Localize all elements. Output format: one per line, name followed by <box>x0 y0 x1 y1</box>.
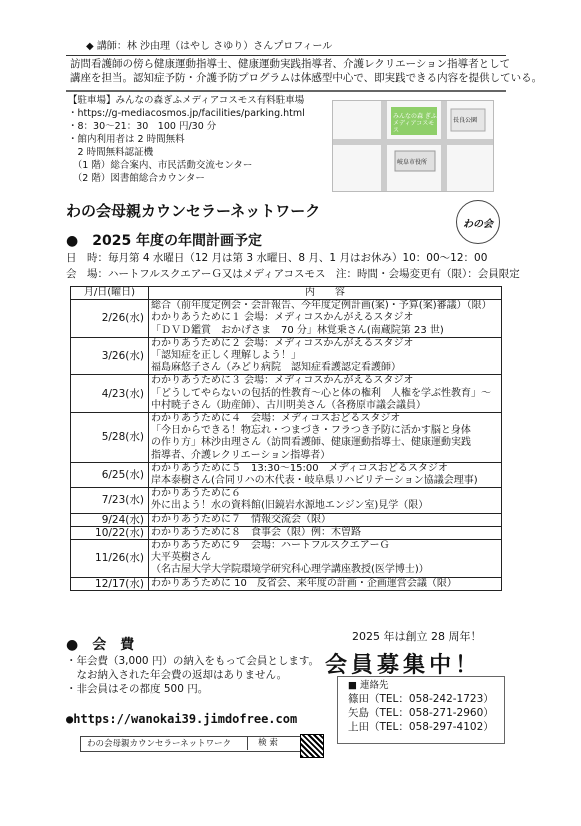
row-date: 10/22(水) <box>71 526 149 539</box>
table-row <box>71 526 502 539</box>
table-header-row <box>71 287 502 300</box>
row-content-line: 岸本泰樹さん(合同リハの木代表・岐阜県リハビリテーション協議会理事) <box>151 475 478 487</box>
logo <box>456 200 500 244</box>
banner-char: 会 <box>325 653 348 678</box>
row-content <box>149 540 502 578</box>
plan-venue: 会 場：ハートフルスクエアーＧ又はメディアコスモス 注：時間・会場変更有（限）：会員限定 <box>66 268 520 280</box>
row-date: 7/23(水) <box>71 488 149 513</box>
banner-char: 員 <box>351 653 374 678</box>
parking-line: 【駐車場】みんなの森ぎふメディアコスモス有料駐車場 <box>68 95 305 106</box>
contact-name: 矢島 <box>348 707 369 719</box>
org-title: わの会母親カウンセラーネットワーク <box>66 202 321 220</box>
row-date: 3/26(水) <box>71 337 149 375</box>
contact-tel: （TEL：058-297-4102） <box>369 721 494 733</box>
row-content-line: わかりあうために９ 会場：ハートフルスクエアーＧ <box>151 540 390 552</box>
row-content <box>149 577 502 590</box>
map-label-mediacosmos: みんなの森 ぎふメディアコスモス <box>393 113 437 134</box>
row-content-line: 中村暁子さん（助産師）、古川明美さん（各務原市議会議員） <box>151 399 426 411</box>
row-content-line: 「今日からできる！物忘れ・つまづき・フラつき予防に活かす脳と身体 <box>151 425 471 437</box>
row-content-line: の作り方」林沙由理さん（訪問看護師、健康運動指導士、健康運動実践 <box>151 437 471 449</box>
plan-title: ● 2025 年度の年間計画予定 <box>66 233 263 249</box>
banner-char: 中 <box>429 653 452 678</box>
table-row <box>71 462 502 487</box>
parking-line: （2 階）図書館総合カウンター <box>68 173 205 184</box>
table-row <box>71 577 502 590</box>
search-button[interactable]: 検 索 <box>247 737 288 750</box>
qr-code <box>300 734 324 758</box>
row-date: 12/17(水) <box>71 577 149 590</box>
row-content <box>149 375 502 413</box>
row-content-line: 「どうしてやらないの包括的性教育～心と体の権利 人権を学ぶ性教育」～ <box>151 387 491 399</box>
logo-text: わの会 <box>463 218 493 230</box>
member-banner <box>325 648 477 679</box>
contact-name: 上田 <box>348 721 369 733</box>
row-content <box>149 513 502 526</box>
header-date: 月/日(曜日) <box>71 287 149 300</box>
plan-schedule: 日 時：毎月第 4 水曜日（12 月は第 3 水曜日、8 月、1 月はお休み）10：00～12：00 <box>66 252 488 264</box>
row-date: 4/23(水) <box>71 375 149 413</box>
table-row <box>71 300 502 338</box>
row-content-line: わかりあうために２ 会場：メディコスかんがえるスタジオ <box>151 337 414 349</box>
row-content-line: わかりあうために６ <box>151 488 241 500</box>
instructor-line-1: 訪問看護師の傍ら健康運動指導士、健康運動実践指導者、介護レクリエーション指導者として <box>70 58 511 70</box>
row-content-line: 「認知症を正しく理解しよう！」 <box>151 350 301 362</box>
row-content-line: 指導者、介護レクリエーション指導者） <box>151 449 331 461</box>
parking-line: （1 階）総合案内、市民活動交流センター <box>68 160 253 171</box>
anniversary: 2025 年は創立 28 周年！ <box>352 630 482 643</box>
row-content <box>149 300 502 338</box>
row-content <box>149 526 502 539</box>
table-row <box>71 413 502 463</box>
row-date: 9/24(水) <box>71 513 149 526</box>
row-content-line: 「ＤＶＤ鑑賞 おかげさま 70 分」林覚乗さん(南蔵院第 23 世) <box>151 324 444 336</box>
fees-line: ・非会員はその都度 500 円。 <box>66 683 209 695</box>
table-row <box>71 337 502 375</box>
table-row <box>71 488 502 513</box>
table-row <box>71 513 502 526</box>
row-content <box>149 462 502 487</box>
banner-char: ！ <box>455 653 478 678</box>
contact-title: ■ 連絡先 <box>348 680 389 691</box>
divider <box>66 55 506 56</box>
parking-line: ・館内利用者は 2 時間無料 <box>68 134 185 145</box>
instructor-line-2: 講座を担当。認知症予防・介護予防プログラムは体感型中心で、即実践できる内容を提供している。 <box>70 72 543 84</box>
contact-row <box>348 692 504 706</box>
row-content-line: わかりあうために７ 情報交流会（限） <box>151 513 331 525</box>
contact-name: 篠田 <box>348 693 369 705</box>
parking-url[interactable]: ・https://g-mediacosmos.jp/facilities/parking.html <box>68 108 305 119</box>
parking-line: 2 時間無料認証機 <box>68 147 154 158</box>
row-content-line: わかりあうために３ 会場：メディコスかんがえるスタジオ <box>151 375 414 387</box>
row-date: 6/25(水) <box>71 462 149 487</box>
parking-line: ・8：30～21：30 100 円/30 分 <box>68 121 217 132</box>
row-content-line: 外に出よう！水の資料館(旧鏡岩水源地エンジン室)見学（限） <box>151 500 429 512</box>
table-row <box>71 540 502 578</box>
map-label-cityhall: 岐阜市役所 <box>397 159 428 166</box>
banner-char: 募 <box>377 653 400 678</box>
header-content: 内 容 <box>149 287 502 300</box>
row-content-line: 大平英樹さん <box>151 552 211 564</box>
table-row <box>71 375 502 413</box>
row-content-line: わかりあうために４ 会場：メディコスおどるスタジオ <box>151 413 401 425</box>
row-content-line: 福島麻悠子さん（みどり病院 認知症看護認定看護師） <box>151 362 401 374</box>
search-input[interactable]: わの会母親カウンセラーネットワーク <box>87 739 232 749</box>
row-content-line: わかりあうために 10 反省会、来年度の計画・企画運営会議（限） <box>151 577 457 589</box>
banner-char: 集 <box>403 653 426 678</box>
row-content-line: （名古屋大学大学院環境学研究科心理学講座教授(医学博士)） <box>151 564 429 576</box>
divider <box>66 90 506 92</box>
contact-tel: （TEL：058-271-2960） <box>369 707 494 719</box>
row-date: 2/26(水) <box>71 300 149 338</box>
fees-info <box>66 654 319 696</box>
row-date: 5/28(水) <box>71 413 149 463</box>
row-content-line: わかりあうために８ 食事会（限）例：木曽路 <box>151 526 361 538</box>
parking-info <box>68 94 305 185</box>
area-map <box>332 100 494 192</box>
map-label-park: 長良公園 <box>453 117 478 124</box>
row-content-line: 総合（前年度定例会・会計報告、今年度定例計画(案)・予算(案)審議）（限） <box>151 300 492 312</box>
contact-row <box>348 720 504 734</box>
fees-line: ・年会費（3,000 円）の納入をもって会員とします。 <box>66 655 320 667</box>
row-content <box>149 413 502 463</box>
fees-line: なお納入された年会費の返却はありません。 <box>66 669 288 681</box>
row-content-line: わかりあうために５ 13:30～15:00 メディコスおどるスタジオ <box>151 462 448 474</box>
row-content-line: わかりあうために１ 会場：メディコスかんがえるスタジオ <box>151 312 414 324</box>
row-content <box>149 337 502 375</box>
search-bar <box>80 736 322 752</box>
row-content <box>149 488 502 513</box>
contact-tel: （TEL：058-242-1723） <box>369 693 494 705</box>
contact-row <box>348 706 504 720</box>
website-link[interactable]: ●https://wanokai39.jimdofree.com <box>66 712 298 726</box>
contact-box <box>337 676 505 744</box>
instructor-heading: ◆ 講師：林 沙由理（はやし さゆり）さんプロフィール <box>86 41 333 52</box>
fees-title: ● 会 費 <box>66 637 135 653</box>
schedule-table <box>70 286 502 591</box>
row-date: 11/26(水) <box>71 540 149 578</box>
